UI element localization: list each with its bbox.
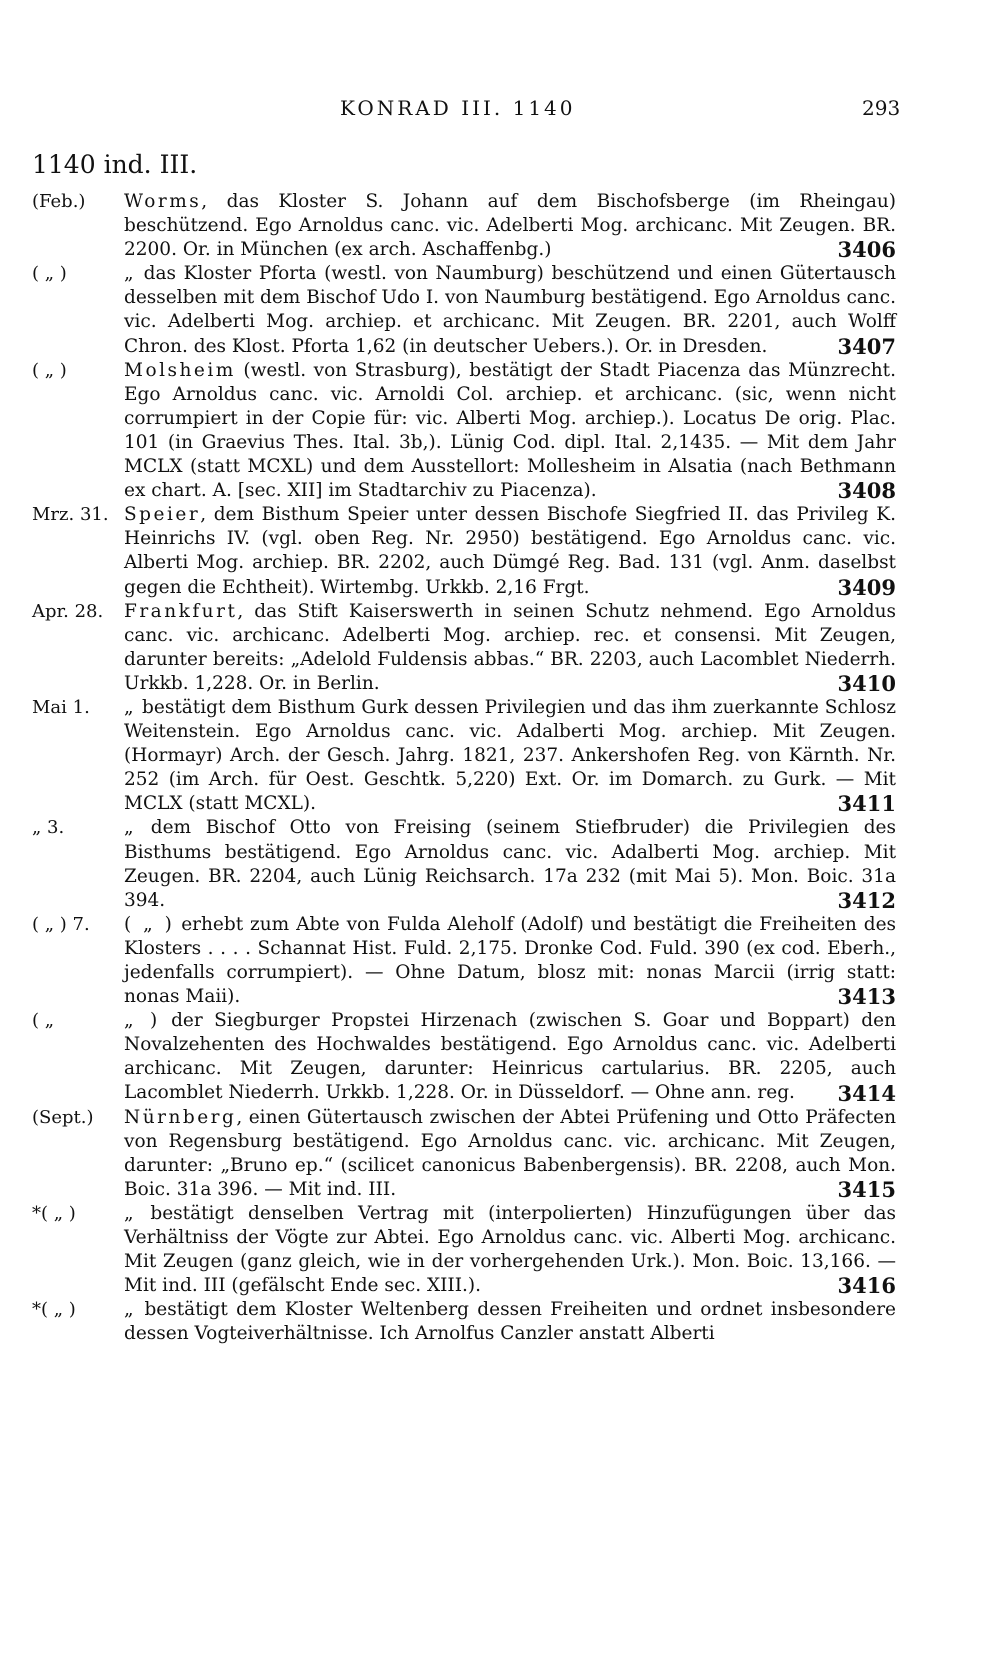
regest-number: 3412 bbox=[837, 887, 896, 913]
regest-entry bbox=[0, 600, 1000, 696]
entry-text bbox=[124, 1202, 896, 1298]
entry-place: „ bbox=[124, 263, 137, 285]
entry-date: ( „ ) bbox=[32, 263, 67, 285]
entry-body: , dem Bisthum Speier unter dessen Bischofe Siegfried II. das Privileg K. Heinrichs IV. (vgl. oben Reg. Nr. 2950) bestätigend. Ego Arnoldus canc. vic. Alberti Mog. archiep. BR. 2202, auch Dümgé Reg. Bad. 131 (vgl. Anm. daselbst gegen die Echtheit). Wirtembg. Urkkb. 2,16 Frgt. bbox=[124, 504, 896, 598]
regest-entry bbox=[0, 359, 1000, 504]
entry-text bbox=[124, 359, 896, 504]
entry-text bbox=[124, 1298, 896, 1346]
entry-text bbox=[124, 913, 896, 1009]
entry-body: , einen Gütertausch zwischen der Abtei Prüfening und Otto Präfecten von Regensburg bestätigend. Ego Arnoldus canc. vic. archicanc. Mit Zeugen, darunter: „Bruno ep.“ (scilicet canonicus Babenbergensis). BR. 2208, auch Mon. Boic. 31a 396. — Mit ind. III. bbox=[124, 1106, 896, 1200]
entry-place: Speier bbox=[124, 504, 201, 526]
entry-date: ( „ ) bbox=[32, 359, 67, 381]
entry-place: „ ) bbox=[124, 1010, 160, 1032]
entry-body: bestätigt dem Bisthum Gurk dessen Privilegien und das ihm zuerkannte Schlosz Weitenstein. Ego Arnoldus canc. vic. Adalberti Mog. archiep. Mit Zeugen. (Hormayr) Arch. der Gesch. Jahrg. 1821, 237. Ankershofen Reg. von Kärnth. Nr. 252 (im Arch. für Oest. Geschtk. 5,220) Ext. Or. im Domarch. zu Gurk. — Mit MCLX (statt MCXL). bbox=[124, 696, 896, 815]
regest-entry bbox=[0, 696, 1000, 816]
entry-body: (westl. von Strasburg), bestätigt der Stadt Piacenza das Münzrecht. Ego Arnoldus canc. vic. Arnoldi Col. archiep. et archicanc. (sic, wenn nicht corrumpiert in der Copie für: vic. Alberti Mog. archiep.). Locatus De orig. Plac. 101 (in Graevius Thes. Ital. 3b,). Lünig Cod. dipl. Ital. 2,1435. — Mit dem Jahr MCLX (statt MCXL) und dem Ausstellort: Mollesheim in Alsatia (nach Bethmann ex chart. A. [sec. XII] im Stadtarchiv zu Piacenza). bbox=[124, 359, 896, 502]
running-title: KONRAD III. 1140 bbox=[340, 96, 576, 120]
entry-place: „ bbox=[124, 1299, 137, 1321]
regest-number: 3415 bbox=[837, 1176, 896, 1202]
regest-entry bbox=[0, 913, 1000, 1009]
regest-entry bbox=[0, 190, 1000, 262]
entry-date: Mrz. 31. bbox=[32, 504, 109, 526]
entry-date: ( „ ) 7. bbox=[32, 913, 90, 935]
entry-date: (Feb.) bbox=[32, 191, 86, 212]
entry-date: „ 3. bbox=[32, 817, 65, 839]
entry-body: , das Kloster S. Johann auf dem Bischofsberge (im Rheingau) beschützend. Ego Arnoldus canc. vic. Adelberti Mog. archicanc. Mit Zeugen. BR. 2200. Or. in München (ex arch. Aschaffenbg.) bbox=[124, 191, 896, 261]
entry-place: ( „ ) bbox=[124, 913, 175, 935]
entry-body: erhebt zum Abte von Fulda Aleholf (Adolf) und bestätigt die Freiheiten des Klosters . . . . Schannat Hist. Fuld. 2,175. Dronke Cod. Fuld. 390 (ex cod. Eberh., jedenfalls corrumpiert). — Ohne Datum, blosz mit: nonas Marcii (irrig statt: nonas Maii). bbox=[124, 913, 897, 1008]
entry-text bbox=[124, 1009, 896, 1105]
regest-number: 3414 bbox=[837, 1080, 896, 1106]
entry-body: bestätigt dem Kloster Weltenberg dessen Freiheiten und ordnet insbesondere dessen Vogteiverhältnisse. Ich Arnolfus Canzler anstatt Alberti bbox=[124, 1299, 896, 1345]
regest-entry bbox=[0, 1202, 1000, 1298]
entry-place: „ bbox=[124, 696, 137, 718]
entry-date: Mai 1. bbox=[32, 696, 90, 718]
regest-number: 3407 bbox=[837, 333, 896, 359]
entry-body: , das Stift Kaiserswerth in seinen Schutz nehmend. Ego Arnoldus canc. vic. archicanc. Adelberti Mog. archiep. rec. et consensi. Mit Zeugen, darunter bereits: „Adelold Fuldensis abbas.“ BR. 2203, auch Lacomblet Niederrh. Urkkb. 1,228. Or. in Berlin. bbox=[124, 600, 896, 694]
regest-entry bbox=[0, 1298, 1000, 1346]
regest-number: 3406 bbox=[837, 237, 896, 263]
entry-body: der Siegburger Propstei Hirzenach (zwischen S. Goar und Boppart) den Novalzehenten des Hochwaldes bestätigend. Ego Arnoldus canc. vic. Adelberti archicanc. Mit Zeugen, darunter: Heinricus cartularius. BR. 2205, auch Lacomblet Niederrh. Urkkb. 1,228. Or. in Düsseldorf. — Ohne ann. reg. bbox=[124, 1010, 896, 1104]
entry-place: Worms bbox=[124, 191, 202, 212]
regest-entry bbox=[0, 1106, 1000, 1202]
entry-body: bestätigt denselben Vertrag mit (interpolierten) Hinzufügungen über das Verhältniss der Vögte zur Abtei. Ego Arnoldus canc. vic. Alberti Mog. archicanc. Mit Zeugen (ganz gleich, wie in der vorhergehenden Urk.). Mon. Boic. 13,166. — Mit ind. III (gefälscht Ende sec. XIII.). bbox=[124, 1202, 896, 1297]
regest-entry bbox=[0, 1009, 1000, 1105]
entry-text bbox=[124, 600, 896, 696]
regesta-list bbox=[0, 190, 1000, 1347]
entry-text bbox=[124, 262, 896, 358]
regest-number: 3410 bbox=[837, 670, 896, 696]
regest-number: 3409 bbox=[837, 574, 896, 600]
entry-date: Apr. 28. bbox=[32, 600, 104, 622]
entry-date: *( „ ) bbox=[32, 1299, 76, 1321]
entry-text bbox=[124, 503, 896, 599]
entry-text bbox=[124, 696, 896, 816]
entry-place: Frankfurt bbox=[124, 600, 238, 622]
regest-entry bbox=[0, 503, 1000, 599]
regest-entry bbox=[0, 816, 1000, 912]
regest-number: 3413 bbox=[837, 984, 896, 1010]
entry-text bbox=[124, 190, 896, 262]
regest-number: 3411 bbox=[837, 791, 896, 817]
entry-place: Nürnberg bbox=[124, 1106, 237, 1128]
entry-place: Molsheim bbox=[124, 359, 236, 381]
page-number: 293 bbox=[862, 96, 901, 120]
regest-number: 3416 bbox=[837, 1273, 896, 1299]
entry-date: ( „ bbox=[32, 1010, 55, 1032]
entry-text bbox=[124, 816, 896, 912]
entry-place: „ bbox=[124, 817, 137, 839]
entry-text bbox=[124, 1106, 896, 1202]
entry-place: „ bbox=[124, 1202, 137, 1224]
entry-date: *( „ ) bbox=[32, 1202, 76, 1224]
entry-body: dem Bischof Otto von Freising (seinem Stiefbruder) die Privilegien des Bisthums bestätigend. Ego Arnoldus canc. vic. Adalberti Mog. archiep. Mit Zeugen. BR. 2204, auch Lünig Reichsarch. 17a 232 (mit Mai 5). Mon. Boic. 31a 394. bbox=[124, 817, 896, 911]
year-heading: 1140 ind. III. bbox=[32, 150, 198, 179]
regest-number: 3408 bbox=[837, 478, 896, 504]
entry-body: das Kloster Pforta (westl. von Naumburg) beschützend und einen Gütertausch desselben mit dem Bischof Udo I. von Naumburg bestätigend. Ego Arnoldus canc. vic. Adelberti Mog. archiep. et archicanc. Mit Zeugen. BR. 2201, auch Wolff Chron. des Klost. Pforta 1,62 (in deutscher Uebers.). Or. in Dresden. bbox=[124, 263, 896, 357]
regest-entry bbox=[0, 262, 1000, 358]
entry-date: (Sept.) bbox=[32, 1106, 94, 1128]
